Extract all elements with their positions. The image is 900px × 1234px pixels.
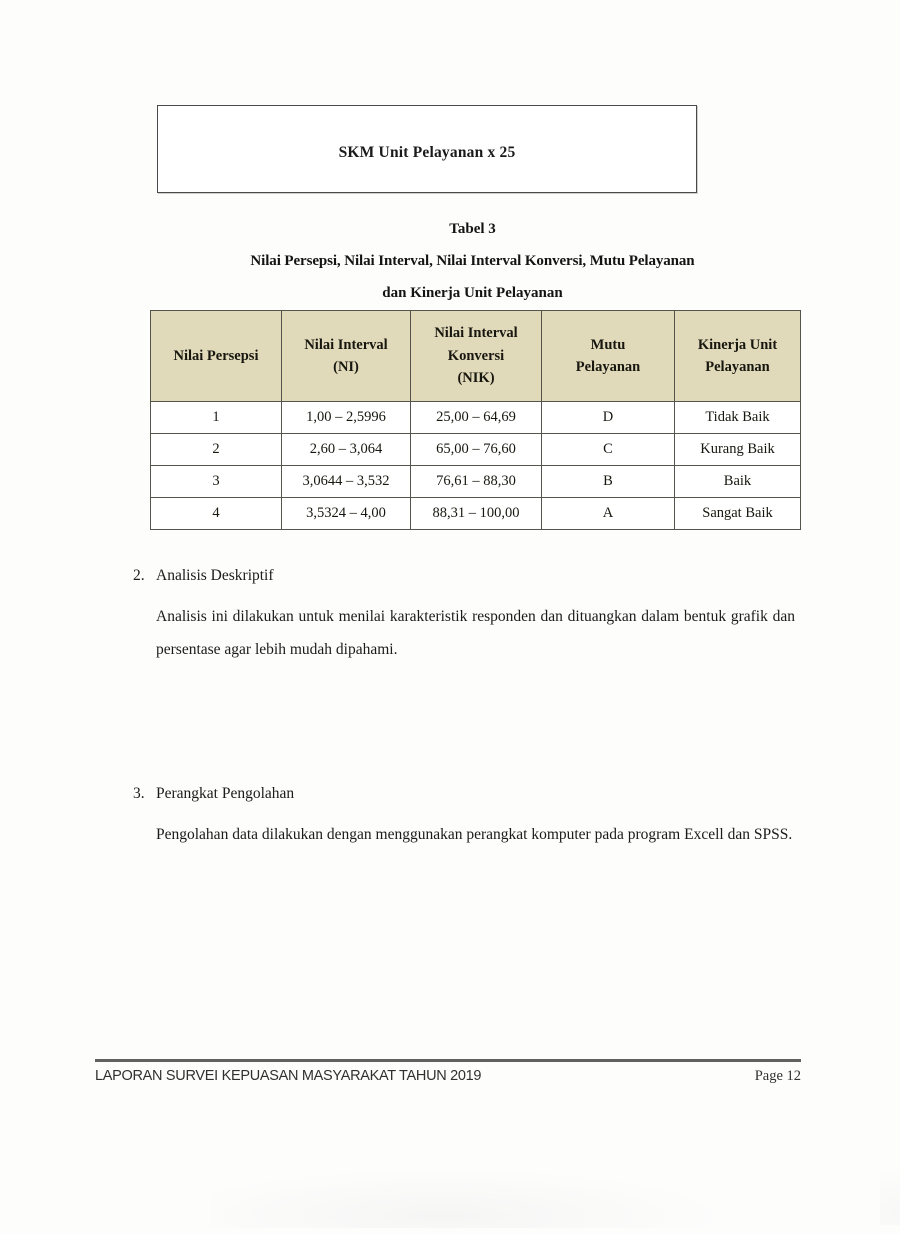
cell-nilai-interval: 2,60 – 3,064 (282, 434, 411, 466)
header-line: Nilai Persepsi (173, 347, 259, 364)
cell-nilai-persepsi: 2 (151, 434, 282, 466)
footer-divider (95, 1059, 801, 1062)
list-item-label: Analisis Deskriptif (156, 567, 274, 584)
header-line: (NI) (333, 359, 359, 375)
cell-nilai-interval: 3,0644 – 3,532 (282, 466, 411, 498)
cell-kinerja-unit-pelayanan: Sangat Baik (675, 498, 801, 530)
header-line: Pelayanan (705, 359, 770, 375)
cell-nilai-persepsi: 4 (151, 498, 282, 530)
cell-nilai-persepsi: 1 (151, 402, 282, 434)
list-item-number: 3. (133, 785, 145, 803)
list-item-label: Perangkat Pengolahan (156, 785, 295, 803)
list-item-paragraph: Analisis ini dilakukan untuk menilai karakteristik responden dan dituangkan dalam bentuk grafik dan persentase agar lebih mudah dipahami. (156, 608, 795, 658)
cell-nilai-interval-konversi: 76,61 – 88,30 (411, 466, 542, 498)
cell-mutu-pelayanan: D (542, 402, 675, 434)
list-item-number: 2. (133, 567, 145, 584)
header-line: Mutu (590, 336, 626, 353)
cell-nilai-interval-konversi: 25,00 – 64,69 (411, 402, 542, 434)
scan-artifact (880, 1165, 900, 1225)
column-header-nilai-persepsi (151, 311, 282, 402)
cell-nilai-interval-konversi: 88,31 – 100,00 (411, 498, 542, 530)
scan-artifact (210, 1168, 730, 1228)
header-line: Pelayanan (575, 359, 641, 375)
column-header-kinerja-unit-pelayanan (675, 311, 801, 402)
column-header-nilai-interval (282, 311, 411, 402)
header-line: Kinerja Unit (697, 336, 778, 353)
footer-page-number: Page 12 (754, 1068, 801, 1084)
table-title-line-2: dan Kinerja Unit Pelayanan (382, 285, 563, 301)
list-item-paragraph: Pengolahan data dilakukan dengan menggunakan perangkat komputer pada program Excell dan SPSS. (156, 826, 793, 844)
cell-nilai-interval: 1,00 – 2,5996 (282, 402, 411, 434)
footer-title: LAPORAN SURVEI KEPUASAN MASYARAKAT TAHUN 2019 (95, 1068, 482, 1084)
table-row (151, 498, 801, 530)
cell-mutu-pelayanan: B (542, 466, 675, 498)
cell-mutu-pelayanan: A (542, 498, 675, 530)
cell-kinerja-unit-pelayanan: Baik (675, 466, 801, 498)
classification-table (150, 310, 801, 530)
cell-kinerja-unit-pelayanan: Kurang Baik (675, 434, 801, 466)
table-header (151, 311, 801, 402)
table-row (151, 402, 801, 434)
cell-nilai-interval-konversi: 65,00 – 76,60 (411, 434, 542, 466)
header-line: Nilai Interval (304, 336, 388, 353)
cell-mutu-pelayanan: C (542, 434, 675, 466)
table-header-row (151, 311, 801, 402)
column-header-mutu-pelayanan (542, 311, 675, 402)
column-header-nilai-interval-konversi (411, 311, 542, 402)
header-line: Nilai Interval (434, 325, 518, 342)
header-line: Konversi (447, 347, 505, 364)
table-row (151, 466, 801, 498)
cell-kinerja-unit-pelayanan: Tidak Baik (675, 402, 801, 434)
list-item (133, 785, 795, 852)
table-body (151, 402, 801, 530)
cell-nilai-persepsi: 3 (151, 466, 282, 498)
formula-box (157, 105, 697, 193)
cell-nilai-interval: 3,5324 – 4,00 (282, 498, 411, 530)
table-title-line-1: Nilai Persepsi, Nilai Interval, Nilai Interval Konversi, Mutu Pelayanan (250, 253, 695, 269)
formula-text: SKM Unit Pelayanan x 25 (338, 144, 516, 161)
header-line: (NIK) (457, 370, 495, 387)
table-number-caption: Tabel 3 (449, 221, 496, 237)
table-row (151, 434, 801, 466)
list-item (133, 567, 795, 666)
